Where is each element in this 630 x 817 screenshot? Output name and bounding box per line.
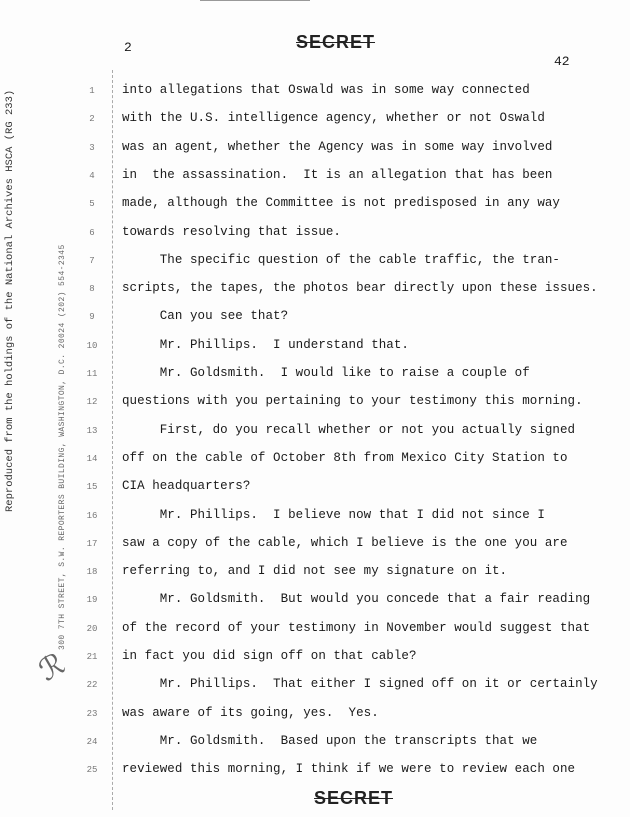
line-number: 11 [86, 369, 98, 379]
line-number: 21 [86, 652, 98, 662]
line-number: 10 [86, 340, 98, 351]
transcript-line: reviewed this morning, I think if we were to review each one [122, 762, 576, 777]
line-number: 1 [89, 86, 95, 96]
transcript-line: Mr. Phillips. I believe now that I did not since I [122, 507, 545, 522]
line-number: 20 [86, 623, 98, 634]
line-number: 25 [86, 765, 98, 776]
transcript-line: First, do you recall whether or not you actually signed [122, 422, 576, 437]
reporter-address: 300 7TH STREET, S.W. REPORTERS BUILDING, WASHINGTON, D.C. 20024 (202) 554-2345 [58, 244, 67, 650]
left-number: 2 [124, 40, 132, 55]
transcript-line: in fact you did sign off on that cable? [122, 649, 417, 663]
line-number: 14 [86, 453, 98, 464]
line-number: 13 [86, 425, 98, 436]
secret-stamp-top: SECRET [296, 32, 376, 52]
transcript-line: with the U.S. intelligence agency, whether or not Oswald [122, 111, 545, 126]
line-number: 8 [89, 284, 95, 295]
handwritten-initials: ℛ [32, 646, 72, 689]
transcript-line: Mr. Phillips. I understand that. [122, 337, 409, 352]
line-number: 7 [89, 255, 95, 266]
transcript-line: in the assassination. It is an allegation that has been [122, 167, 553, 182]
line-number: 3 [89, 142, 95, 153]
transcript-line: Mr. Goldsmith. But would you concede that a fair reading [122, 592, 591, 607]
line-number: 5 [89, 199, 95, 210]
transcript-line: was aware of its going, yes. Yes. [122, 705, 379, 720]
line-number: 23 [86, 708, 98, 719]
line-number: 2 [89, 114, 95, 125]
top-rule [200, 0, 310, 1]
line-number: 18 [86, 567, 98, 578]
transcript-line: CIA headquarters? [122, 479, 251, 494]
line-number: 12 [86, 397, 98, 408]
line-number: 22 [86, 680, 98, 691]
transcript-line: Mr. Phillips. That either I signed off on it or certainly [122, 677, 598, 692]
line-number: 4 [89, 170, 95, 181]
archive-note: Reproduced from the holdings of the National Archives HSCA (RG 233) [4, 89, 16, 512]
line-number: 19 [86, 595, 98, 606]
transcript-line: was an agent, whether the Agency was in some way involved [122, 139, 553, 154]
transcript-line: made, although the Committee is not predisposed in any way [122, 196, 560, 211]
line-number: 15 [86, 482, 98, 493]
line-number: 17 [86, 538, 98, 549]
transcript-line: saw a copy of the cable, which I believe is the one you are [122, 535, 568, 550]
transcript-line: scripts, the tapes, the photos bear directly upon these issues. [122, 281, 598, 296]
margin-rule [112, 70, 113, 810]
transcript-line: The specific question of the cable traffic, the tran- [122, 252, 560, 267]
transcript-line: off on the cable of October 8th from Mexico City Station to [122, 450, 568, 465]
line-number: 6 [89, 227, 95, 238]
line-number: 9 [89, 312, 95, 323]
transcript-line: towards resolving that issue. [122, 224, 341, 239]
transcript-line: Mr. Goldsmith. Based upon the transcripts that we [122, 733, 538, 748]
line-number: 24 [86, 736, 98, 747]
line-number: 16 [86, 510, 98, 521]
transcript-line: referring to, and I did not see my signature on it. [122, 564, 508, 579]
secret-stamp-bottom: SECRET [314, 788, 394, 808]
transcript-line: questions with you pertaining to your testimony this morning. [122, 394, 583, 409]
transcript-line: into allegations that Oswald was in some way connected [122, 83, 530, 97]
transcript-line: Can you see that? [122, 309, 289, 324]
transcript-line: of the record of your testimony in November would suggest that [122, 620, 591, 635]
transcript-line: Mr. Goldsmith. I would like to raise a couple of [122, 366, 530, 380]
page-number: 42 [554, 54, 570, 69]
